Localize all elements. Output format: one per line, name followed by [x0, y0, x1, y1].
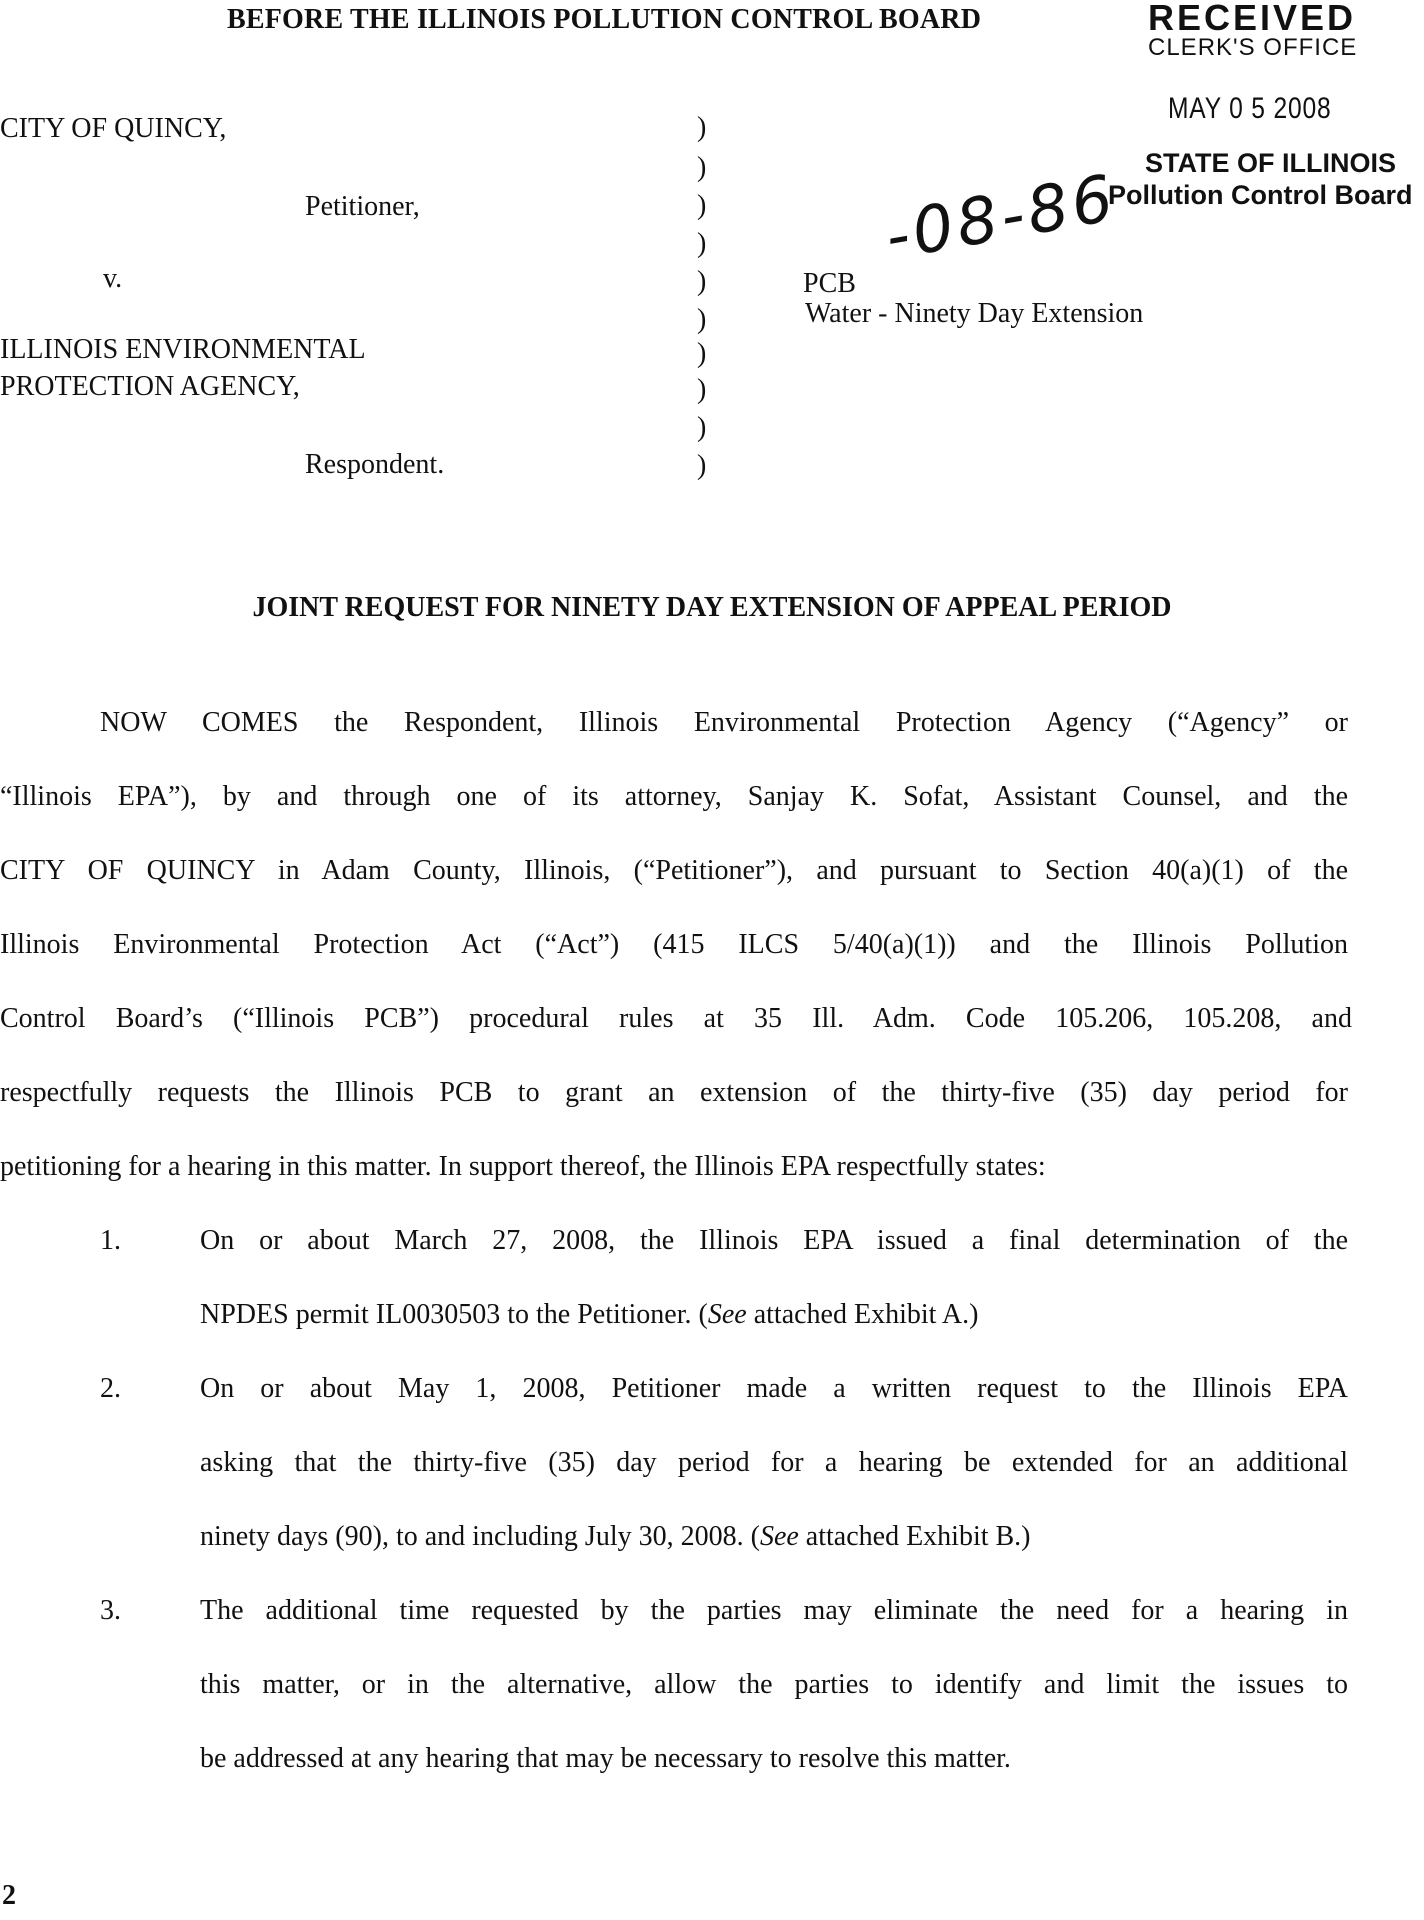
respondent-line1: ILLINOIS ENVIRONMENTAL	[0, 334, 366, 365]
court-header: BEFORE THE ILLINOIS POLLUTION CONTROL BOARD	[227, 4, 982, 35]
item-line: On or about May 1, 2008, Petitioner made a written request to the Illinois EPA	[200, 1373, 1348, 1404]
item-line: ninety days (90), to and including July 30, 2008. (See attached Exhibit B.)	[200, 1521, 1031, 1552]
case-number-handwritten: -08-86	[880, 161, 1123, 275]
case-type: Water - Ninety Day Extension	[805, 298, 1144, 329]
item-number: 1.	[100, 1225, 121, 1256]
document-title: JOINT REQUEST FOR NINETY DAY EXTENSION OF APPEAL PERIOD	[252, 592, 1172, 623]
caption-paren: )	[697, 450, 707, 481]
caption-paren: )	[697, 266, 707, 297]
caption-paren: )	[697, 152, 707, 183]
item-line: this matter, or in the alternative, allow the parties to identify and limit the issues to	[200, 1669, 1348, 1700]
item-line: asking that the thirty-five (35) day period for a hearing be extended for an additional	[200, 1447, 1348, 1478]
item-number: 3.	[100, 1595, 121, 1626]
respondent-line2: PROTECTION AGENCY,	[0, 371, 300, 402]
case-prefix: PCB	[803, 268, 856, 299]
received-stamp: RECEIVED	[1148, 0, 1357, 38]
clerks-office-stamp: CLERK'S OFFICE	[1148, 34, 1358, 61]
page-number: 2	[2, 1880, 16, 1911]
caption-paren: )	[697, 374, 707, 405]
intro-line: respectfully requests the Illinois PCB to grant an extension of the thirty-five (35) day period for	[0, 1077, 1348, 1108]
versus: v.	[103, 263, 123, 294]
caption-paren: )	[697, 304, 707, 335]
item-line: The additional time requested by the parties may eliminate the need for a hearing in	[200, 1595, 1348, 1626]
respondent-role: Respondent.	[305, 449, 445, 480]
caption-paren: )	[697, 190, 707, 221]
caption-paren: )	[697, 412, 707, 443]
intro-line: CITY OF QUINCY in Adam County, Illinois, (“Petitioner”), and pursuant to Section 40(a)(1) of the	[0, 855, 1348, 886]
intro-line: Illinois Environmental Protection Act (“Act”) (415 ILCS 5/40(a)(1)) and the Illinois Pollution	[0, 929, 1348, 960]
stamp-state: STATE OF ILLINOIS	[1145, 148, 1396, 178]
item-line: be addressed at any hearing that may be necessary to resolve this matter.	[200, 1743, 1011, 1774]
caption-paren: )	[697, 228, 707, 259]
intro-line: NOW COMES the Respondent, Illinois Environmental Protection Agency (“Agency” or	[100, 707, 1348, 738]
intro-line: petitioning for a hearing in this matter. In support thereof, the Illinois EPA respectfully states:	[0, 1151, 1046, 1182]
caption-paren: )	[697, 338, 707, 369]
petitioner-name: CITY OF QUINCY,	[0, 113, 227, 144]
intro-line: “Illinois EPA”), by and through one of its attorney, Sanjay K. Sofat, Assistant Counsel, and the	[0, 781, 1348, 812]
item-line: NPDES permit IL0030503 to the Petitioner. (See attached Exhibit A.)	[200, 1299, 979, 1330]
stamp-board: Pollution Control Board	[1108, 180, 1413, 210]
item-number: 2.	[100, 1373, 121, 1404]
item-line: On or about March 27, 2008, the Illinois EPA issued a final determination of the	[200, 1225, 1348, 1256]
stamp-date: MAY 0 5 2008	[1168, 92, 1332, 125]
caption-paren: )	[697, 112, 707, 143]
intro-line: Control Board’s (“Illinois PCB”) procedural rules at 35 Ill. Adm. Code 105.206, 105.208, and	[0, 1003, 1352, 1034]
petitioner-role: Petitioner,	[305, 191, 420, 222]
